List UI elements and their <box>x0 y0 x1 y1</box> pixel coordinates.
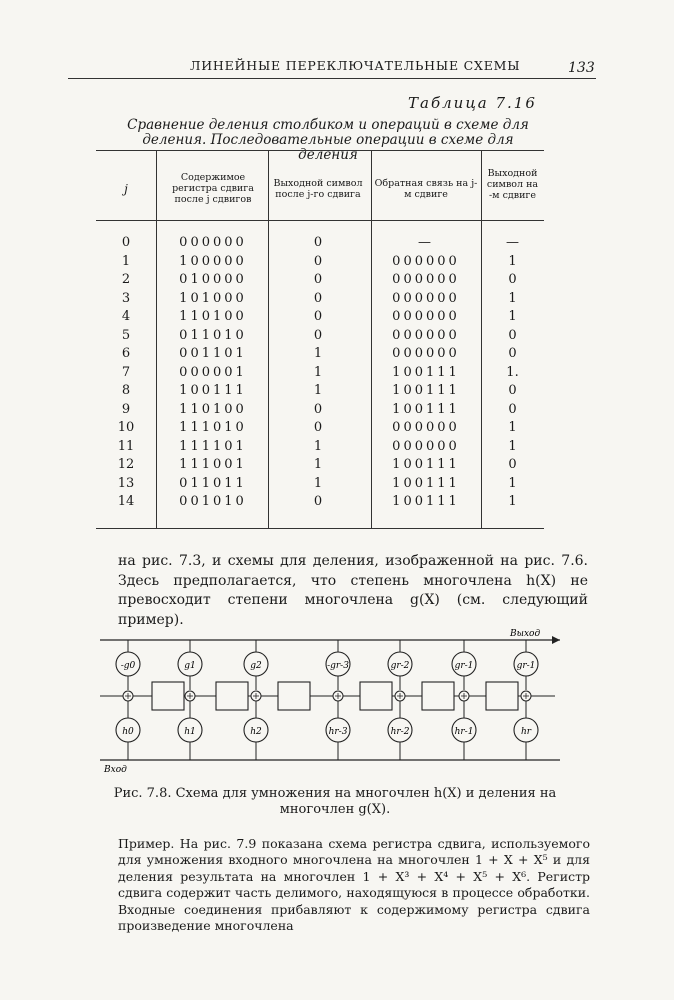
output-arrow <box>552 636 560 644</box>
table-cell-out: 1 <box>313 475 323 491</box>
table-cell-out2: 0 <box>508 327 517 343</box>
table-cell-reg: 011010 <box>179 327 247 343</box>
bottom-node-label: hr-1 <box>454 727 474 737</box>
table-bottom-rule <box>96 528 544 529</box>
output-label: Выход <box>510 629 541 639</box>
table-cell-out: 0 <box>313 235 323 250</box>
table-cell-fb: — <box>418 235 434 250</box>
table-cell-j: 3 <box>121 290 131 306</box>
table-col-divider <box>156 150 157 528</box>
shift-register-stage <box>152 682 184 710</box>
table-cell-reg: 000000 <box>179 235 247 250</box>
header-feedback: Обратная связь на j-м сдвиге <box>374 178 478 200</box>
top-node-label: -gr-3 <box>327 661 349 671</box>
table-cell-j: 5 <box>121 327 131 343</box>
table-cell-out2: 0 <box>508 346 517 361</box>
table-cell-j: 4 <box>121 309 131 324</box>
table-cell-fb: 000000 <box>392 420 460 435</box>
table-cell-j: 8 <box>121 383 131 398</box>
table-cell-out2: 0 <box>508 457 517 472</box>
table-cell-fb: 000000 <box>392 327 460 343</box>
table-cell-reg: 100000 <box>179 253 247 269</box>
bottom-node-label: hr-2 <box>390 727 410 737</box>
top-node-label: g1 <box>184 661 196 671</box>
table-cell-out: 0 <box>313 253 323 269</box>
table-cell-reg: 100111 <box>179 383 247 398</box>
table-cell-fb: 000000 <box>392 272 460 287</box>
bottom-node-label: h2 <box>250 727 262 737</box>
table-header-rule <box>96 220 544 221</box>
table-cell-out2: 1 <box>508 438 517 454</box>
table-cell-reg: 010000 <box>179 272 247 287</box>
table-cell-out: 0 <box>313 327 323 343</box>
table-cell-out2: 1. <box>506 364 519 380</box>
table-cell-j: 12 <box>117 457 135 472</box>
input-label: Вход <box>104 765 127 774</box>
table-cell-reg: 111101 <box>179 438 247 454</box>
shift-register-stage <box>360 682 392 710</box>
table-cell-out: 0 <box>313 401 323 417</box>
header-rule <box>68 78 596 79</box>
table-cell-fb: 000000 <box>392 309 460 324</box>
page-number: 133 <box>568 60 595 76</box>
shift-register-stage <box>422 682 454 710</box>
table-cell-reg: 001010 <box>179 494 247 509</box>
table-cell-out2: — <box>506 235 519 250</box>
shift-register-stage <box>486 682 518 710</box>
table-cell-reg: 111010 <box>179 420 247 435</box>
header-register: Содержимое регистра сдвига после j сдвигов <box>172 172 254 205</box>
table-cell-reg: 111001 <box>179 457 247 472</box>
top-node-label: gr-2 <box>390 661 410 671</box>
table-cell-fb: 100111 <box>392 457 460 472</box>
table-cell-out: 1 <box>313 364 323 380</box>
bottom-node-label: h0 <box>122 727 134 737</box>
table-cell-out: 0 <box>313 309 323 324</box>
table-cell-out2: 1 <box>508 253 517 269</box>
table-cell-fb: 100111 <box>392 475 460 491</box>
table-caption: Сравнение деления столбиком и операций в схеме для деления. Последовательные операции в схеме для деления <box>127 117 529 163</box>
top-node-label: -g0 <box>120 661 136 671</box>
table-cell-j: 7 <box>121 364 131 380</box>
table-cell-reg: 001101 <box>179 346 247 361</box>
body-paragraph: на рис. 7.3, и схемы для деления, изображенной на рис. 7.6. Здесь предполагается, что степень многочлена h(X) не превосходит степени многочлена g(X) (см. следующий пример). <box>118 553 588 628</box>
data-table <box>96 150 544 530</box>
table-cell-out: 1 <box>313 346 323 361</box>
table-cell-out2: 0 <box>508 383 517 398</box>
table-cell-j: 9 <box>121 401 131 417</box>
table-cell-out: 1 <box>313 383 323 398</box>
table-cell-out2: 0 <box>508 272 517 287</box>
table-cell-j: 10 <box>117 420 135 435</box>
table-cell-reg: 000001 <box>179 364 247 380</box>
bottom-node-label: hr <box>520 727 532 737</box>
table-cell-fb: 100111 <box>392 364 460 380</box>
shift-register-stage <box>216 682 248 710</box>
shift-register-stage <box>278 682 310 710</box>
figure-caption: Рис. 7.8. Схема для умножения на многочлен h(X) и деления на многочлен g(X). <box>113 786 557 817</box>
table-cell-j: 6 <box>121 346 131 361</box>
bottom-node-label: hr-3 <box>328 727 348 737</box>
table-cell-reg: 101000 <box>179 290 247 306</box>
table-cell-fb: 100111 <box>392 383 460 398</box>
table-cell-out2: 1 <box>508 309 517 324</box>
table-cell-fb: 100111 <box>392 401 460 417</box>
figure-circuit <box>90 622 580 774</box>
table-top-rule <box>96 150 544 151</box>
table-cell-j: 11 <box>117 438 135 454</box>
table-cell-j: 0 <box>121 235 131 250</box>
table-cell-out2: 1 <box>508 475 517 491</box>
top-node-label: gr-1 <box>454 661 474 671</box>
table-cell-reg: 110100 <box>179 401 247 417</box>
table-cell-out: 0 <box>313 420 323 435</box>
table-cell-out: 0 <box>313 290 323 306</box>
table-cell-fb: 000000 <box>392 290 460 306</box>
bottom-node-label: h1 <box>184 727 196 737</box>
table-cell-out: 0 <box>313 494 323 509</box>
table-cell-fb: 100111 <box>392 494 460 509</box>
table-label: Таблица 7.16 <box>408 94 537 112</box>
top-node-label: g2 <box>250 661 262 671</box>
header-output: Выходной символ после j-го сдвига <box>273 178 363 200</box>
table-cell-out2: 0 <box>508 401 517 417</box>
running-header-title: ЛИНЕЙНЫЕ ПЕРЕКЛЮЧАТЕЛЬНЫЕ СХЕМЫ <box>190 58 521 73</box>
table-cell-out2: 1 <box>508 494 517 509</box>
table-cell-j: 1 <box>121 253 131 269</box>
top-node-label: gr-1 <box>516 661 536 671</box>
table-cell-out: 1 <box>313 438 323 454</box>
table-cell-reg: 011011 <box>179 475 247 491</box>
table-cell-j: 13 <box>117 475 135 491</box>
table-cell-j: 14 <box>117 494 135 509</box>
table-cell-out: 1 <box>313 457 323 472</box>
table-cell-out2: 1 <box>508 290 517 306</box>
table-cell-fb: 000000 <box>392 346 460 361</box>
table-cell-reg: 110100 <box>179 309 247 324</box>
table-cell-out2: 1 <box>508 420 517 435</box>
header-j: j <box>124 182 128 196</box>
header-output2: Выходной символ на -м сдвиге <box>486 168 539 201</box>
table-cell-j: 2 <box>121 272 131 287</box>
example-paragraph: Пример. На рис. 7.9 показана схема регистра сдвига, используемого для умножения входного многочлена на многочлен 1 + X + X⁵ и для деления результата на многочлен 1 + X³ + X⁴ + X⁵ + X⁶. Регистр сдвига содержит часть делимого, находящуюся в процессе обработки. Входные соединения прибавляют к содержимому регистра сдвига произведение многочлена <box>118 836 590 934</box>
table-cell-out: 0 <box>313 272 323 287</box>
table-cell-fb: 000000 <box>392 438 460 454</box>
table-cell-fb: 000000 <box>392 253 460 269</box>
